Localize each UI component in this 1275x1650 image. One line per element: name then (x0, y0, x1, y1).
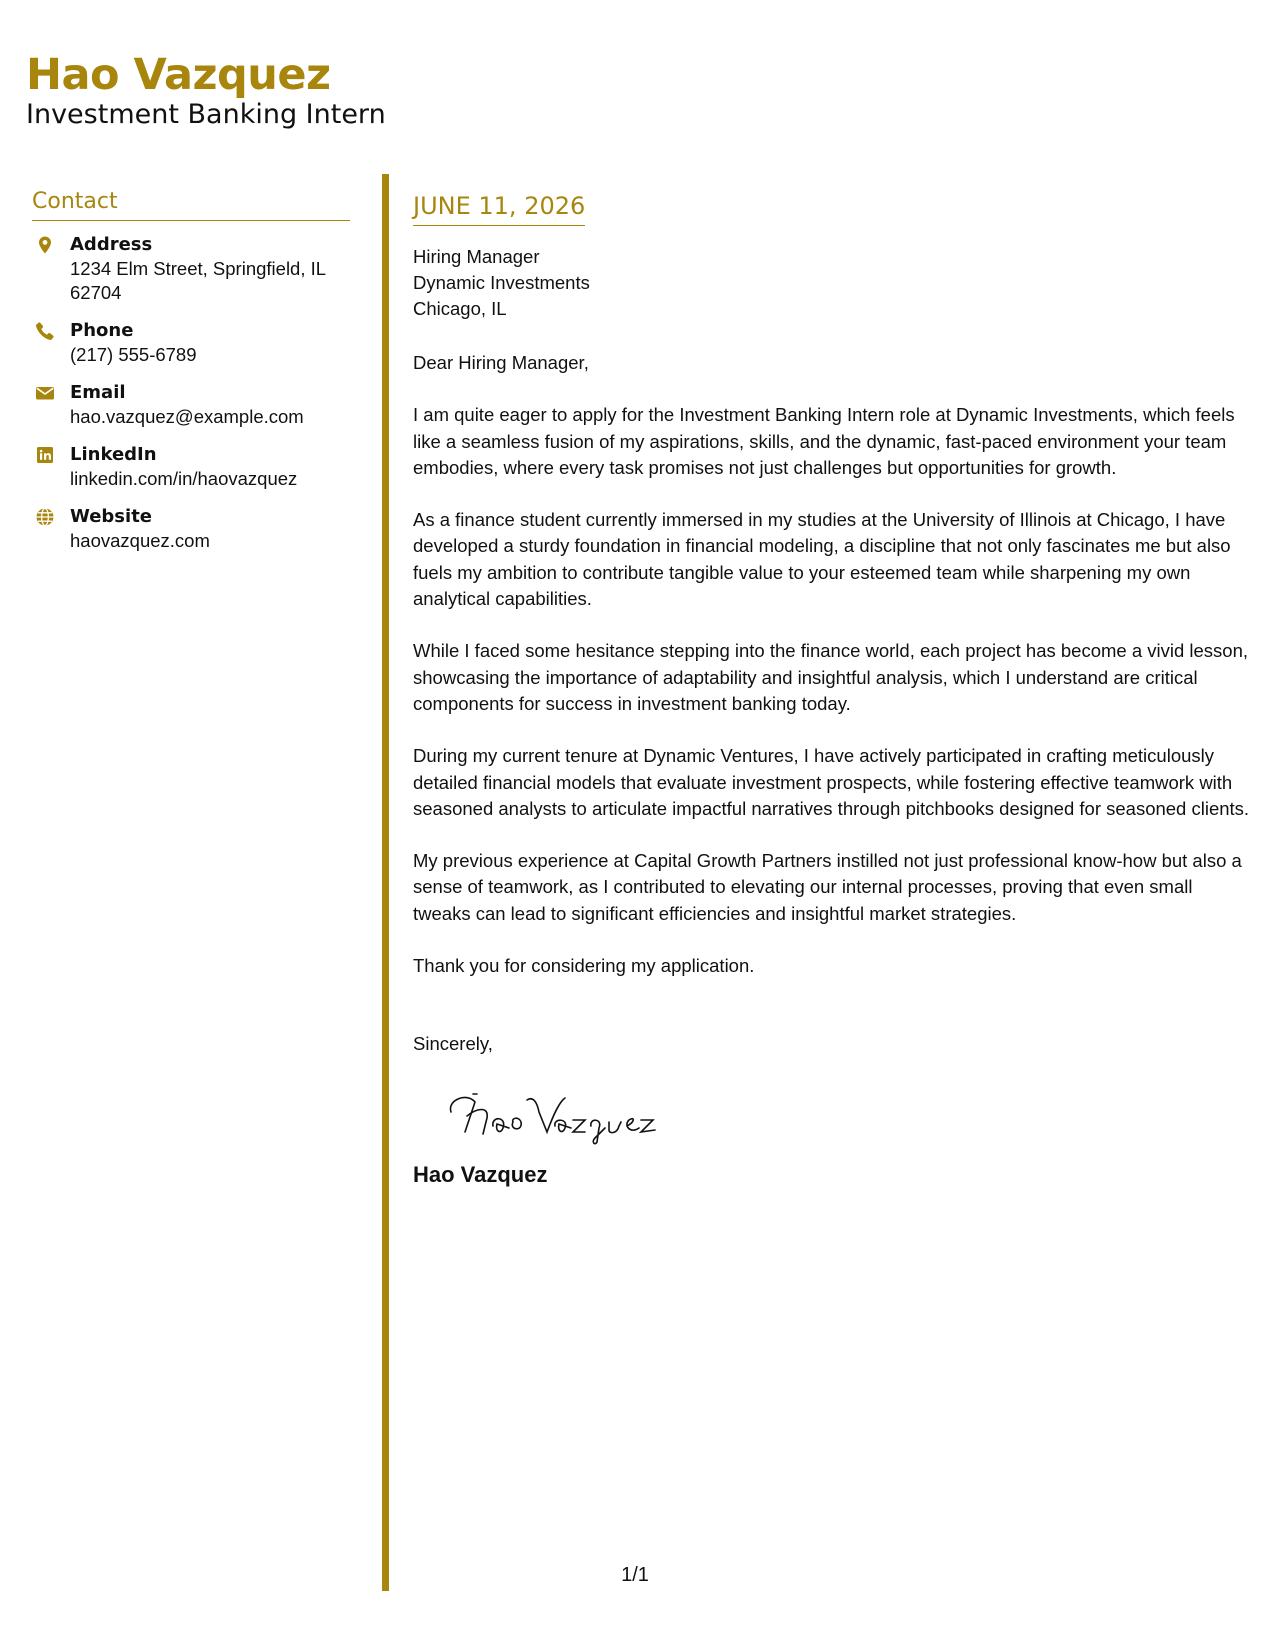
applicant-role: Investment Banking Intern (26, 99, 386, 130)
cover-letter-body (413, 190, 1253, 1190)
applicant-name: Hao Vazquez (26, 50, 331, 100)
contact-section-title: Contact (32, 188, 350, 221)
contact-label: Website (70, 506, 153, 527)
contact-item-website (32, 505, 350, 553)
vertical-divider (382, 174, 389, 1591)
linkedin-icon (35, 445, 55, 465)
contact-item-phone (32, 319, 350, 367)
handwritten-signature (443, 1082, 1253, 1146)
paragraph: I am quite eager to apply for the Investment Banking Intern role at Dynamic Investments, which feels like a seamless fusion of my aspirations, skills, and the dynamic, fast-paced environment your team embodies, where every task promises not just challenges but opportunities for growth. (413, 404, 1235, 478)
contact-item-linkedin (32, 443, 350, 491)
phone-icon (35, 321, 55, 341)
contact-list (32, 233, 350, 553)
signer-name: Hao Vazquez (413, 1161, 548, 1187)
phone-value: (217) 555-6789 (70, 344, 197, 365)
website-value: haovazquez.com (70, 530, 210, 551)
paragraph: During my current tenure at Dynamic Ventures, I have actively participated in crafting meticulously detailed financial models that evaluate investment prospects, while fostering effective teamwork with seasoned analysts to articulate impactful narratives through pitchbooks designed for seasoned clients. (413, 745, 1250, 819)
envelope-icon (35, 383, 55, 403)
paragraph: My previous experience at Capital Growth Partners instilled not just professional know-how but also a sense of teamwork, as I contributed to elevating our internal processes, proving that even small tweaks can lead to significant efficiencies and insightful market strategies. (413, 850, 1242, 924)
recipient-block (413, 244, 1253, 322)
recipient-line: Dynamic Investments (413, 272, 590, 293)
map-pin-icon (35, 235, 55, 255)
header (26, 50, 386, 132)
recipient-line: Chicago, IL (413, 298, 507, 319)
contact-item-email (32, 381, 350, 429)
page-number: 1/1 (621, 1564, 649, 1586)
contact-label: LinkedIn (70, 444, 157, 465)
paragraph: As a finance student currently immersed in my studies at the University of Illinois at Chicago, I have developed a sturdy foundation in financial modeling, a discipline that not only fascinates me but also fuels my ambition to contribute tangible value to your esteemed team while sharpening my own analytical capabilities. (413, 509, 1231, 610)
contact-label: Address (70, 234, 153, 255)
contact-label: Email (70, 382, 126, 403)
email-value: hao.vazquez@example.com (70, 406, 304, 427)
contact-sidebar (32, 188, 350, 567)
linkedin-value: linkedin.com/in/haovazquez (70, 468, 298, 489)
closing: Sincerely, (413, 1033, 493, 1055)
contact-item-address (32, 233, 350, 305)
letter-date: JUNE 11, 2026 (413, 190, 585, 226)
paragraph: While I faced some hesitance stepping into the finance world, each project has become a vivid lesson, showcasing the importance of adaptability and insightful analysis, which I understand are critical components for success in investment banking today. (413, 640, 1249, 714)
paragraph: Thank you for considering my application. (413, 955, 755, 977)
recipient-line: Hiring Manager (413, 246, 540, 267)
contact-label: Phone (70, 320, 134, 341)
globe-icon (35, 507, 55, 527)
address-value: 1234 Elm Street, Springfield, IL 62704 (70, 258, 326, 303)
salutation: Dear Hiring Manager, (413, 352, 589, 373)
